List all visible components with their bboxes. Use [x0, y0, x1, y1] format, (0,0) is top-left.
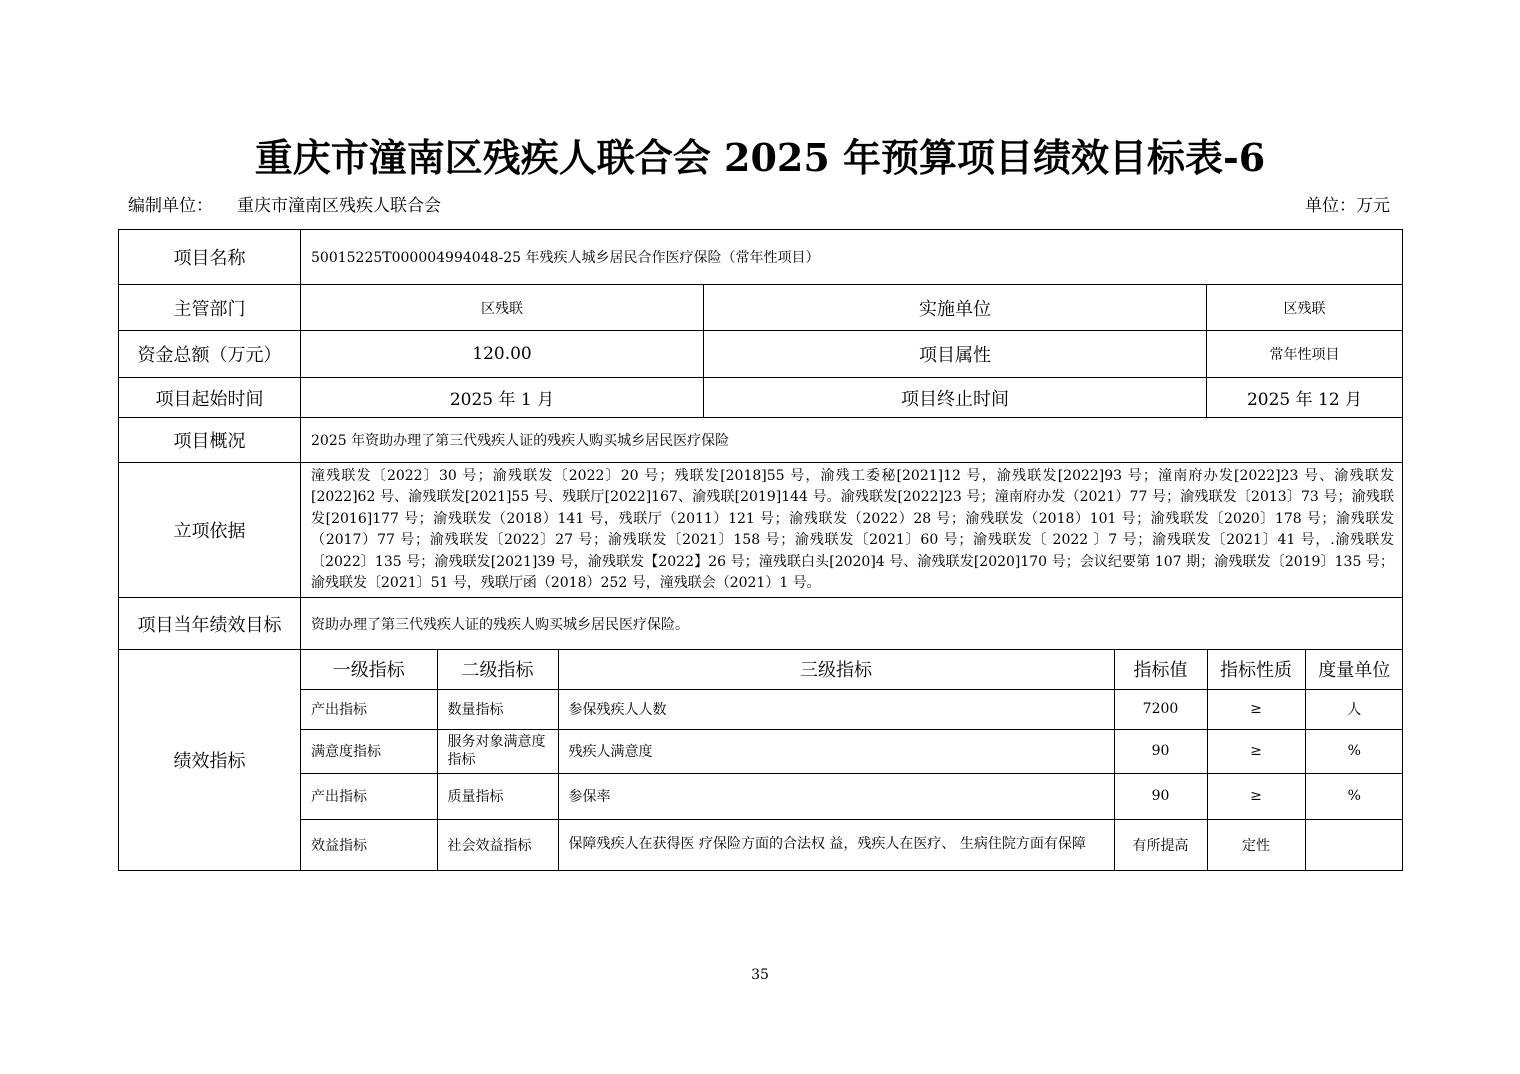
- table-row: [119, 378, 1403, 418]
- overview-label: 项目概况: [119, 418, 301, 463]
- project-name-value: 50015225T000004994048-25 年残疾人城乡居民合作医疗保险（常年性项目）: [301, 230, 1403, 285]
- attr-value: 常年性项目: [1207, 331, 1403, 378]
- header-level2: 二级指标: [437, 650, 558, 689]
- indicator-level3: 保障残疾人在获得医 疗保险方面的合法权 益，残疾人在医疗、 生病住院方面有保障: [558, 819, 1114, 870]
- dept-label: 主管部门: [119, 285, 301, 331]
- compiler-info: [128, 194, 441, 218]
- goal-label: 项目当年绩效目标: [119, 598, 301, 650]
- indicator-unit: 人: [1305, 689, 1403, 729]
- header-unit: 度量单位: [1305, 650, 1403, 689]
- table-row: [119, 650, 1403, 871]
- indicator-level3: 参保率: [558, 773, 1114, 819]
- indicator-unit: %: [1305, 773, 1403, 819]
- perf-label: 绩效指标: [119, 650, 301, 871]
- overview-value: 2025 年资助办理了第三代残疾人证的残疾人购买城乡居民医疗保险: [301, 418, 1403, 463]
- header-level3: 三级指标: [558, 650, 1114, 689]
- indicator-row: [301, 773, 1403, 819]
- fund-label: 资金总额（万元）: [119, 331, 301, 378]
- indicator-value: 7200: [1114, 689, 1207, 729]
- indicator-level2: 社会效益指标: [437, 819, 558, 870]
- indicator-level3: 参保残疾人人数: [558, 689, 1114, 729]
- start-label: 项目起始时间: [119, 378, 301, 418]
- indicator-level2: 数量指标: [437, 689, 558, 729]
- indicator-unit: [1305, 819, 1403, 870]
- impl-label: 实施单位: [704, 285, 1207, 331]
- indicator-level2: 服务对象满意度指标: [437, 729, 558, 773]
- indicator-row: [301, 819, 1403, 870]
- indicator-unit: %: [1305, 729, 1403, 773]
- indicator-nature: 定性: [1207, 819, 1305, 870]
- compiler-label: 编制单位：: [128, 196, 213, 216]
- indicator-table: [301, 650, 1403, 870]
- indicator-value: 90: [1114, 773, 1207, 819]
- indicator-level3: 残疾人满意度: [558, 729, 1114, 773]
- indicator-row: [301, 689, 1403, 729]
- indicator-value: 有所提高: [1114, 819, 1207, 870]
- table-row: [119, 418, 1403, 463]
- indicator-row: [301, 729, 1403, 773]
- end-value: 2025 年 12 月: [1207, 378, 1403, 418]
- fund-value: 120.00: [301, 331, 704, 378]
- attr-label: 项目属性: [704, 331, 1207, 378]
- unit-text: 单位：万元: [1305, 196, 1390, 216]
- table-row: [119, 331, 1403, 378]
- indicator-value: 90: [1114, 729, 1207, 773]
- indicator-nature: ≥: [1207, 689, 1305, 729]
- header-value: 指标值: [1114, 650, 1207, 689]
- performance-table: [118, 229, 1403, 871]
- indicator-nature: ≥: [1207, 773, 1305, 819]
- indicator-nature: ≥: [1207, 729, 1305, 773]
- page-number: 35: [751, 967, 769, 983]
- indicator-cell: [301, 650, 1403, 871]
- project-name-label: 项目名称: [119, 230, 301, 285]
- impl-value: 区残联: [1207, 285, 1403, 331]
- header-nature: 指标性质: [1207, 650, 1305, 689]
- basis-label: 立项依据: [119, 463, 301, 598]
- table-row: [119, 230, 1403, 285]
- table-row: [119, 463, 1403, 598]
- indicator-level1: 满意度指标: [301, 729, 437, 773]
- table-row: [119, 285, 1403, 331]
- compiler-value: 重庆市潼南区残疾人联合会: [237, 196, 441, 216]
- start-value: 2025 年 1 月: [301, 378, 704, 418]
- end-label: 项目终止时间: [704, 378, 1207, 418]
- table-row: [119, 598, 1403, 650]
- indicator-level2: 质量指标: [437, 773, 558, 819]
- basis-value: 潼残联发〔2022〕30 号；渝残联发〔2022〕20 号；残联发[2018]55 号，渝残工委秘[2021]12 号，渝残联发[2022]93 号；潼南府办发[2022]23 号、渝残联发[2022]62 号、渝残联发[2021]55 号、残联厅[2022]167、渝残联[2019]144 号。渝残联发[2022]23 号；潼南府办发（2021）77 号；渝残联发〔2013〕73 号；渝残联发[2016]177 号；渝残联发（2018）141 号，残联厅（2011）121 号；渝残联发（2022）28 号；渝残联发（2018）101 号；渝残联发〔2020〕178 号；渝残联发（2017）77 号；渝残联发〔2022〕27 号；渝残联发〔2021〕158 号；渝残联发〔2021〕60 号；渝残联发〔 2022 〕7 号；渝残联发〔2021〕41 号，.渝残联发〔2022〕135 号；渝残联发[2021]39 号，渝残联发【2022】26 号；潼残联白头[2020]4 号、渝残联发[2020]170 号；会议纪要第 107 期；渝残联发〔2019〕135 号；渝残联发〔2021〕51 号，残联厅函（2018）252 号，潼残联会（2021）1 号。: [301, 463, 1403, 598]
- dept-value: 区残联: [301, 285, 704, 331]
- goal-value: 资助办理了第三代残疾人证的残疾人购买城乡居民医疗保险。: [301, 598, 1403, 650]
- indicator-level1: 产出指标: [301, 689, 437, 729]
- header-level1: 一级指标: [301, 650, 437, 689]
- indicator-level1: 产出指标: [301, 773, 437, 819]
- indicator-level1: 效益指标: [301, 819, 437, 870]
- page-title: 重庆市潼南区残疾人联合会 2025 年预算项目绩效目标表-6: [254, 135, 1266, 180]
- indicator-header-row: [301, 650, 1403, 689]
